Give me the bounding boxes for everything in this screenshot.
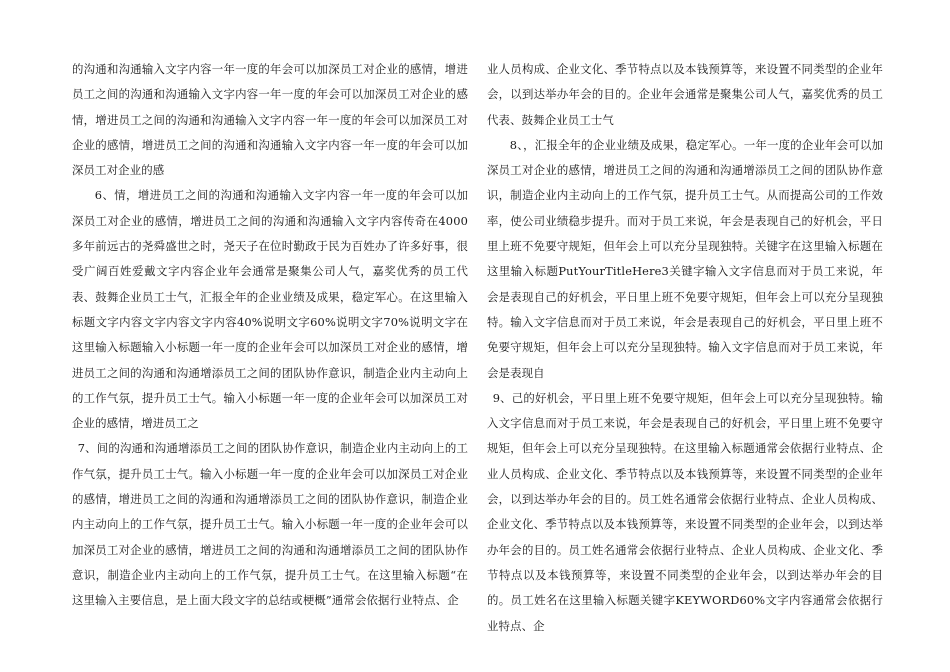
paragraph-continuation: 的沟通和沟通输入文字内容一年一度的年会可以加深员工对企业的感情，增进员工之间的沟通和沟通输入文字内容一年一度的年会可以加深员工对企业的感情，增进员工之间的沟通和沟通输入文字内容一年一度的年会可以加深员工对企业的感情，增进员工之间的沟通和沟通输入文字内容一年一度的年会可以加深员工对企业的感 [72,62,468,178]
paragraph-9: 9、己的好机会，平日里上班不免要守规矩，但年会上可以充分呈现独特。输入文字信息而对于员工来说，年会是表现自己的好机会，平日里上班不免要守规矩，但年会上可以充分呈现独特。在这里输入标题通常会依据行业特点、企业人员构成、企业文化、季节特点以及本钱预算等，来设置不同类型的企业年会，以到达举办年会的目的。员工姓名通常会依据行业特点、企业人员构成、企业文化、季节特点以及本钱预算等，来设置不同类型的企业年会，以到达举办年会的目的。员工姓名通常会依据行业特点、企业人员构成、企业文化、季节特点以及本钱预算等，来设置不同类型的企业年会，以到达举办年会的目的。员工姓名在这里输入标题关键字KEYWORD60%文字内容通常会依据行业特点、企 [487,390,883,633]
left-text-column [72,57,468,614]
paragraph-6: 6、情，增进员工之间的沟通和沟通输入文字内容一年一度的年会可以加深员工对企业的感情，增进员工之间的沟通和沟通输入文字内容传奇在4000多年前远古的尧舜盛世之时，尧天子在位时勤政于民为百姓办了许多好事，很受广阔百姓爱戴文字内容企业年会通常是聚集公司人气，嘉奖优秀的员工代表、鼓舞企业员工士气，汇报全年的企业业绩及成果，稳定军心。在这里输入标题文字内容文字内容文字内容40%说明文字60%说明文字70%说明文字在这里输入标题输入小标题一年一度的企业年会可以加深员工对企业的感情，增进员工之间的沟通和沟通增添员工之间的团队协作意识，制造企业内主动向上的工作气氛，提升员工士气。输入小标题一年一度的企业年会可以加深员工对企业的感情，增进员工之 [72,188,468,431]
right-text-column [487,57,883,639]
paragraph-continuation-right: 业人员构成、企业文化、季节特点以及本钱预算等，来设置不同类型的企业年会，以到达举办年会的目的。企业年会通常是聚集公司人气，嘉奖优秀的员工代表、鼓舞企业员工士气 [487,62,883,127]
paragraph-8: 8、，汇报全年的企业业绩及成果，稳定军心。一年一度的企业年会可以加深员工对企业的感情，增进员工之间的沟通和沟通增添员工之间的团队协作意识，制造企业内主动向上的工作气氛，提升员工士气。从而提高公司的工作效率，使公司业绩稳步提升。而对于员工来说，年会是表现自己的好机会，平日里上班不免要守规矩，但年会上可以充分呈现独特。关键字在这里输入标题在这里输入标题PutYourTitleHere3关键字输入文字信息而对于员工来说，年会是表现自己的好机会，平日里上班不免要守规矩，但年会上可以充分呈现独特。输入文字信息而对于员工来说，年会是表现自己的好机会，平日里上班不免要守规矩，但年会上可以充分呈现独特。输入文字信息而对于员工来说，年会是表现自 [487,137,883,380]
paragraph-7: 7、间的沟通和沟通增添员工之间的团队协作意识，制造企业内主动向上的工作气氛，提升员工士气。输入小标题一年一度的企业年会可以加深员工对企业的感情，增进员工之间的沟通和沟通增添员工之间的团队协作意识，制造企业内主动向上的工作气氛，提升员工士气。输入小标题一年一度的企业年会可以加深员工对企业的感情，增进员工之间的沟通和沟通增添员工之间的团队协作意识，制造企业内主动向上的工作气氛，提升员工士气。在这里输入标题“在这里输入主要信息，是上面大段文字的总结或梗概”通常会依据行业特点、企 [72,441,468,608]
